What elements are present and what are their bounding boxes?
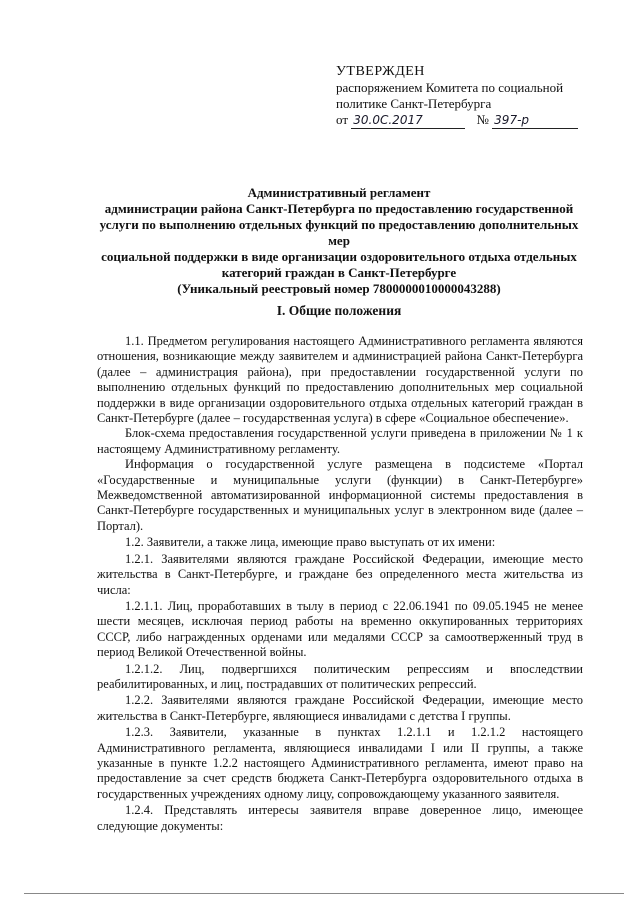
handwritten-date: 30.0С.2017 [351,113,465,129]
title-line: услуги по выполнению отдельных функций по предоставлению дополнительных мер [99,217,579,248]
paragraph: 1.2.2. Заявителями являются граждане Российской Федерации, имеющие место жительства в Санкт-Петербурге, являющиеся инвалидами с детства I группы. [97,693,583,723]
section-heading: I. Общие положения [276,303,402,318]
title-line: Административный регламент [247,185,431,200]
document-title [96,185,582,297]
approval-block [336,64,626,129]
paragraph: 1.2.3. Заявители, указанные в пунктах 1.2.1.1 и 1.2.1.2 настоящего Административного регламента, являющиеся инвалидами I или II группы, а также указанные в пункте 1.2.2 настоящего Административного регламента, имеют право на предоставление за счет средств бюджета Санкт-Петербурга оздоровительного отдыха в государственных учреждениях одному лицу, сопровождающему указанного заявителя. [97,725,583,801]
paragraph: 1.2.4. Представлять интересы заявителя вправе доверенное лицо, имеющее следующие документы: [97,803,583,833]
paragraph: 1.2. Заявители, а также лица, имеющие право выступать от их имени: [125,535,496,550]
paragraph: 1.2.1. Заявителями являются граждане Российской Федерации, имеющие место жительства в Санкт-Петербурге, и граждане без определенного места жительства из числа: [97,551,583,597]
paragraph: 1.2.1.2. Лиц, подвергшихся политическим репрессиям и впоследствии реабилитированных, и лиц, пострадавших от политических репрессий. [97,661,583,691]
paragraph: Информация о государственной услуге размещена в подсистеме «Портал «Государственные и муниципальные услуги (функции) в Санкт-Петербурге» Межведомственной автоматизированной информационной системы предоставления в Санкт-Петербурге государственных и муниципальных услуг в электронном виде (далее – Портал). [97,457,583,533]
approval-title: УТВЕРЖДЕН [336,64,425,79]
approval-line-1: распоряжением Комитета по социальной [336,80,564,95]
title-line: (Уникальный реестровый номер 7800000010000043288) [177,281,501,296]
title-line: категорий граждан в Санкт-Петербурге [221,265,457,280]
approval-line-2: политике Санкт-Петербурга [336,96,492,111]
page-edge-line [24,893,624,894]
title-line: социальной поддержки в виде организации оздоровительного отдыха отдельных [101,249,577,264]
paragraph: Блок-схема предоставления государственной услуги приведена в приложении № 1 к настоящему Административному регламенту. [97,426,583,456]
paragraph: 1.2.1.1. Лиц, проработавших в тылу в период с 22.06.1941 по 09.05.1945 не менее шести месяцев, исключая период работы на временно оккупированных территориях СССР, либо награжденных орденами или медалями СССР за самоотверженный труд в период Великой Отечественной войны. [97,598,583,660]
approval-date-number-row [336,112,626,129]
paragraph: 1.1. Предметом регулирования настоящего Административного регламента являются отношения, возникающие между заявителем и администрацией района Санкт-Петербурга (далее – администрация района), при предоставлении государственной услуги по выполнению отдельных функций по предоставлению дополнительных мер социальной поддержки в виде организации оздоровительного отдыха отдельных категорий граждан в Санкт-Петербурге (далее – государственная услуга) в сфере «Социальное обеспечение». [97,334,583,426]
number-label: № [476,112,489,127]
from-label: от [336,112,349,127]
title-line: администрации района Санкт-Петербурга по предоставлению государственной [104,201,574,216]
document-body [97,334,583,834]
handwritten-number: 397-р [492,113,578,129]
